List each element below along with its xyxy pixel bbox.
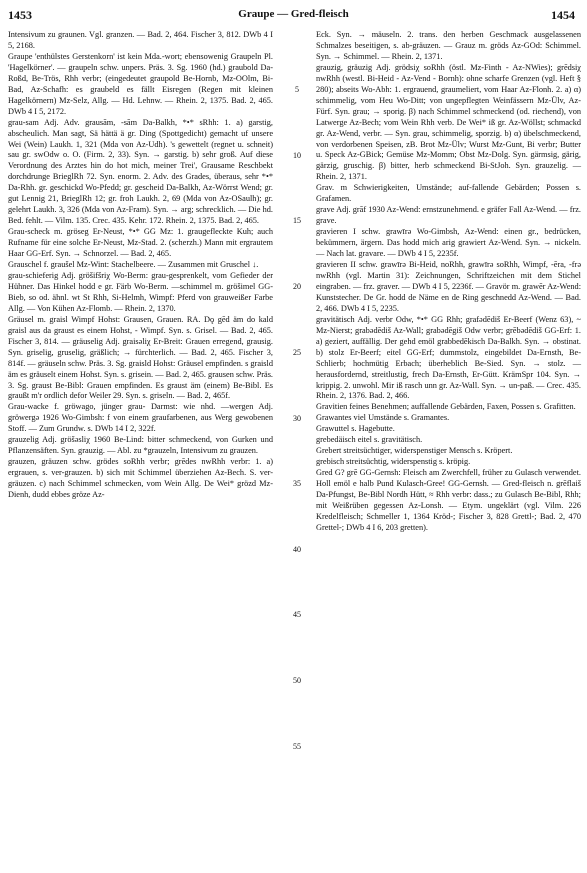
entry: Grau-wacke f. gröwago, jünger grau- Darmst: wie nhd. —wergen Adj. gröwergə 1926 Wo-Gimbsh: f von einem graufarbenen, aus Werg gewobenen Stoff. — Zum Grundw. s. DWb 14 I 2, 322f. <box>8 402 273 434</box>
entry: Eck. Syn. → mäuseln. 2. trans. den herben Geschmack ausgelassenen Schmalzes beseitigen, s. ab-gräuzen. — Grauz m. gröds Az-GOd: Schimmel. Syn. → Schimmel. — Rhein. 2, 1371. <box>316 30 581 61</box>
line-number: 15 <box>293 216 301 225</box>
page-number-left: 1453 <box>8 8 32 22</box>
entry: grauzig, gräuzig Adj. grödsiχ soRhh (östl. Mz-Finth - Az-NWies); grēdsiχ nwRhh (westl. Bi-Heid - Az-Vend - Bornh): ohne scharfe Grenzen (vgl. Heft § 280); abseits Wo-Abh: 1. ergrauend, graumeliert, vom Haar Az-Flonh. 2. a) α) schimmelig, vom Heu Wo-Ditt; von ungepflegten Weinfässern Mz-Ülv, Az-Fürf. Syn. grau; → sporig. β) nach Schimmel schmeckend (od. riechend), von Latwerge Az-Bech; vom Wein Rhh verb. De Wei* iß gr. Az-Wöllst; schmackd gr. Az-Wend, verbr. — Syn. grau, schimmelig, sporzig. b) α) übelschmeckend, von verdorbenen Speisen, zB. Brot Mz-Ülv; Wurst Mz-Gunt, Bi verbr; Butter u. Speck Az-GBick; Gemüse Mz-Momm; Obst Mz-Dolg. Syn. gärmsig, gärig, gärzig, gruschig. β) bitter, herb schmeckend Bi-StJoh. Syn. grauzelig. — Rhein. 2, 1371. <box>316 62 581 182</box>
entry: Graupe 'enthülstes Gerstenkorn' ist kein Mda.-wort; ebensowenig Graupeln Pl. 'Hagelkörner'. — graupeln schw. unpers. Präs. 3. Sg. 1960 (hd.) graubold Da-Roßd, Be-Trös, Rhh verbr; (eingedeutet graupold Be-Hornb, Mz-OOlm, Bi-Bad, Az-Schafh: es graubeld es fällt Eisregen (Regen mit kleinen Hagelkörnern) Mz-Selz, Allg. — Hd. Lehnw. — Rhein. 2, 1375. Bad. 2, 465. DWb 4 I 5, 2172. <box>8 51 273 116</box>
entry: Grawantes viel Umstände s. Gramantes. <box>316 413 450 423</box>
line-number: 10 <box>293 151 301 160</box>
line-number: 25 <box>293 348 301 357</box>
entry: Grau-scheck m. gröseg Er-Neust, *•* GG Mz: 1. graugefleckte Kuh; auch Rufname für eine solche Er-Neust, Mz-Stad. 2. (scherzh.) Mann mit ergrautem Haar GG-Erf. Syn. → Schnorzel. — Bad. 2, 465. <box>8 227 273 259</box>
entry: Grauschel f. graušel Mz-Wint: Stachelbeere. — Zusammen mit Gruschel ↓. <box>8 260 259 270</box>
page-number-right: 1454 <box>551 8 575 22</box>
entry: grebedäisch eitel s. gravitätisch. <box>316 435 423 445</box>
entry: Grebert streitsüchtiger, widerspenstiger Mensch s. Kröpert. <box>316 446 513 456</box>
running-head: Graupe — Gred-fleisch <box>238 8 349 20</box>
line-number: 50 <box>293 676 301 685</box>
entry: gravitätisch Adj. verbr Odw, *•* GG Rhh; grafədēdiš Er-Beerf (Wenz 63), ~ Mz-Nierst; grabədēdiš Az-Wall; grabədēgiš Odw verbr; grēbədēdiš GG-Erf: 1. a) geziert, auffällig. Der gehd emöl grabbedēkisch Da-Balkh. Syn. → obstinat. b) stolz Er-Beerf; eitel GG-Erf; dummstolz, eingebildet Da-Ernsth, Be-Schlierb; hochmütig Erbach; überheblich Be-Sied. Syn. → stolz. — herausfordernd, streitlustig, frech Da-Ernsth, Er-Gütt. KrämSpr 104. Syn. → krippig. 2. unwohl. Mir iß rasch unn gr. Az-Wall. Syn. → un-paß. — Crec. 435. Rhein. 2, 1376. Bad. 2, 466. <box>316 314 581 401</box>
line-number: 55 <box>293 742 301 751</box>
entry: grauzen, gräuzen schw. grödes soRhh verbr; grēdes nwRhh verbr: 1. a) ergrauen, s. ver-grauzen. b) sich mit Schimmel überziehen Az-Bech. S. ver-gräuzen. c) nach Schimmel schmecken, vom Wein Allg. De Wei* grözd Mz-Dienh, dudd ebbes gröze Az- <box>8 457 273 500</box>
entry: grau-sam Adj. Adv. grausām, -sām Da-Balkh, *•* sRhh: 1. a) garstig, abscheulich. Man sagt, Sä hättä ä gr. Ding (Spottgedicht) gemacht uf unsere Wei (Wein) Laukh. 1, 321 (Mda von Az-Udh). 's gewettelt (regnet u. schneit) sau gr. swOdw o. O. (Firm. 2, 33). Syn. → garstig. b) sehr groß. Auf diese Verordnung des Arztes hin do hot mich, meiner Trei', Grausame Reschbekt dorchdrunge BrieglRh 72. Syn. enorm. 2. Adv. des Grades, überaus, sehr *•* Da-Rhh. gr. geschickd Wo-Pfedd; gr. gescheid Da-Balkh, Az-Wörrst Wend; gr. gut Lennig 21, BrieglRh 12; gr. froh Laukh. 2, 69 (Mda von Az-OSaulh); gr. gelehrt Laukh. 3, 326 (Mda von Az-Fram). Syn. → arg; schrecklich. — Die hd. Bed. fehlt. — Vilm. 135. Crec. 435. Kehr. 172. Rhein. 2, 1375. Bad. 2, 465. <box>8 117 273 226</box>
right-column <box>316 30 581 534</box>
entry: grauzelig Adj. gröšəsliχ 1960 Be-Lind: bitter schmeckend, von Gurken und Pflanzensäften. Syn. grauzig. — Abl. zu *grauzeln, Intensivum zu grauzen. <box>8 435 273 456</box>
entry: Grav. m Schwierigkeiten, Umstände; auf-fallende Gebärden; Possen s. Grafamen. <box>316 183 581 204</box>
entry: Intensivum zu graunen. Vgl. granzen. — Bad. 2, 464. Fischer 3, 812. DWb 4 I 5, 2168. <box>8 30 273 50</box>
entry: Gred G? grē GG-Gernsh: Fleisch am Zwerchfell, früher zu Gulasch verwendet. Holl emöl e halb Pund Kulasch-Gree! GG-Gernsh. — Gred-fleisch n. grēflaiš Da-Pfungst, Be-Bibl Nordh Hütt, ≈ Rhh verbr: dass.; zu Gulasch Be-Bibl, Rhh; mit Weißrüben gegessen Az-Lonsh. — Etym. ungeklärt (vgl. Vilm. 226 Kredelfleisch; Schmeller 1, 1364 Kröd-; Fischer 3, 828 Grettl-; Bad. 2, 470 Grettel-; DWb 4 I 6, 203 gretten). <box>316 468 581 532</box>
line-number: 45 <box>293 610 301 619</box>
line-number: 30 <box>293 414 301 423</box>
entry: grebisch streitsüchtig, widerspenstig s. kröpig. <box>316 457 471 467</box>
left-column <box>8 30 273 501</box>
line-number: 20 <box>293 282 301 291</box>
entry: Gravitien feines Benehmen; auffallende Gebärden, Faxen, Possen s. Grafitten. <box>316 402 576 412</box>
entry: Gräusel m. graisl Wimpf Hohst: Grausen, Grauen. RA. Dǫ gēd äm do kald graisl aus da graust es einem Hohst, - Wimpf. Syn. s. Grisel. — Bad. 2, 465. Fischer 3, 814. — gräuselig Adj. graisəliχ Er-Breit: Grauen erregend, grausig. Syn. griselig, gruselig, gräßlich; → fürchterlich. — Bad. 2, 465. Fischer 3, 814f. — gräuseln schw. Präs. 3. Sg. graisld Hohst: Gräusel empfinden. s graisld äm es gräuselt einem Hohst. Syn. s. grisein. — Bad. 2, 465. grausen schw. Präs. 3. Sg. graust Be-Bibl: Grauen empfinden. Es graust äm (einem) Be-Bibl. Es graußt m'r ordlich defor Weiler 29. Syn. s. griseln. — Bad. 2, 465f. <box>8 314 273 401</box>
line-number: 35 <box>293 479 301 488</box>
entry: Grawuttel s. Hagebutte. <box>316 424 395 434</box>
entry: gravieren I schw. grawīrə Wo-Gimbsh, Az-Wend: einen gr., bedrücken, bekümmern, ärgern. Das hodd mich arig grawiert Az-Wend. Syn. → nickeln. — Nach lat. gravare. — DWb 4 I 5, 2235f. <box>316 227 581 259</box>
entry: grave Adj. grāf 1930 Az-Wend: ernstzunehmend. e gräfer Fall Az-Wend. — frz. grave. <box>316 205 581 226</box>
line-number: 5 <box>295 85 299 94</box>
entry: grau-schieferig Adj. gröšifšriχ Wo-Berm: grau-gesprenkelt, vom Gefieder der Hühner. Das Hinkel hodd e gr. Färb Wo-Berm. —schimmel m. gröšimel GG-Bieb, so od. ähnl. wt St Rhh, Si-Helmh, Wimpf: Pferd von grauweißer Farbe Allg. — Von Kühen Az-Flomb. — Rhein. 2, 1370. <box>8 270 273 313</box>
line-number: 40 <box>293 545 301 554</box>
entry: gravieren II schw. grawīrə Bi-Heid, noRhh, grawīrə soRhh, Wimpf, -ēra, -frə nwRhh (vgl. Martin 31): Zeichnungen, Schriftzeichen mit dem Stichel eingraben. — frz. graver. — DWb 4 I 5, 2236f. — Gravör m. grawēr Az-Wend: Kunststecher. De Gr. hodd de Näme en de Ring geschnedd Az-Wend. — Bad. 2, 466. DWb 4 I 5, 2235. <box>316 260 581 313</box>
